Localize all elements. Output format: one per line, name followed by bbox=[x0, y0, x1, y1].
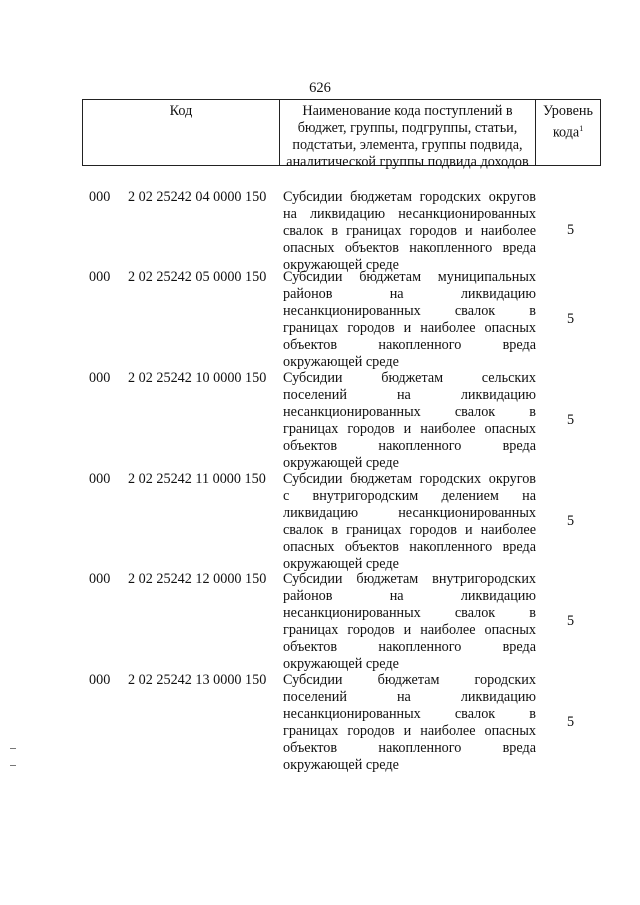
revenue-code: 2 02 25242 10 0000 150 bbox=[128, 370, 267, 386]
revenue-name-line: Субсидии бюджетам внутригородских bbox=[283, 571, 536, 587]
revenue-name-line: границах городов и наиболее опасных bbox=[283, 723, 536, 739]
admin-code: 000 bbox=[89, 269, 111, 285]
header-name-line: Наименование кода поступлений в bbox=[302, 103, 513, 119]
revenue-name-line: районов на ликвидацию bbox=[283, 286, 536, 302]
revenue-name-line: с внутригородским делением на bbox=[283, 488, 536, 504]
table-header bbox=[82, 99, 601, 170]
revenue-name bbox=[283, 370, 536, 472]
code-level: 5 bbox=[567, 513, 575, 529]
revenue-name-line: опасных объектов накопленного вреда bbox=[283, 240, 536, 256]
revenue-name-line: границах городов и наиболее опасных bbox=[283, 622, 536, 638]
admin-code: 000 bbox=[89, 571, 111, 587]
code-level: 5 bbox=[567, 613, 575, 629]
revenue-name-line: Субсидии бюджетам муниципальных bbox=[283, 269, 536, 285]
revenue-code: 2 02 25242 13 0000 150 bbox=[128, 672, 267, 688]
revenue-name-line: свалок в границах городов и наиболее bbox=[283, 522, 536, 538]
revenue-name-line: окружающей среде bbox=[283, 656, 399, 672]
admin-code: 000 bbox=[89, 189, 111, 205]
revenue-name-line: несанкционированных свалок в bbox=[283, 404, 536, 420]
revenue-name bbox=[283, 189, 536, 274]
revenue-name-line: объектов накопленного вреда bbox=[283, 639, 536, 655]
revenue-name-line: несанкционированных свалок в bbox=[283, 706, 536, 722]
revenue-name-line: Субсидии бюджетам городских округов bbox=[283, 189, 536, 205]
margin-mark bbox=[10, 748, 16, 749]
revenue-name-line: Субсидии бюджетам городских округов bbox=[283, 471, 536, 487]
header-name-line: подстатьи, элемента, группы подвида, bbox=[292, 137, 523, 153]
revenue-name-line: на ликвидацию несанкционированных bbox=[283, 206, 536, 222]
revenue-name-line: границах городов и наиболее опасных bbox=[283, 320, 536, 336]
admin-code: 000 bbox=[89, 471, 111, 487]
revenue-name-line: окружающей среде bbox=[283, 757, 399, 773]
header-name bbox=[280, 100, 536, 170]
revenue-name-line: Субсидии бюджетам городских bbox=[283, 672, 536, 688]
header-level-line: Уровень bbox=[543, 103, 593, 119]
revenue-name-line: районов на ликвидацию bbox=[283, 588, 536, 604]
revenue-name-line: окружающей среде bbox=[283, 257, 399, 273]
margin-mark bbox=[10, 765, 16, 766]
admin-code: 000 bbox=[89, 370, 111, 386]
code-level: 5 bbox=[567, 222, 575, 238]
revenue-name-line: окружающей среде bbox=[283, 354, 399, 370]
revenue-name-line: несанкционированных свалок в bbox=[283, 303, 536, 319]
revenue-name-line: окружающей среде bbox=[283, 556, 399, 572]
revenue-name-line: Субсидии бюджетам сельских bbox=[283, 370, 536, 386]
header-level-word: кода bbox=[552, 124, 580, 141]
revenue-name-line: ликвидацию несанкционированных bbox=[283, 505, 536, 521]
revenue-name bbox=[283, 269, 536, 371]
code-level: 5 bbox=[567, 412, 575, 428]
revenue-name-line: границах городов и наиболее опасных bbox=[283, 421, 536, 437]
admin-code: 000 bbox=[89, 672, 111, 688]
revenue-name-line: объектов накопленного вреда bbox=[283, 438, 536, 454]
revenue-name-line: опасных объектов накопленного вреда bbox=[283, 539, 536, 555]
revenue-code: 2 02 25242 05 0000 150 bbox=[128, 269, 267, 285]
header-name-line: бюджет, группы, подгруппы, статьи, bbox=[297, 120, 518, 136]
code-level: 5 bbox=[567, 714, 575, 730]
revenue-code: 2 02 25242 11 0000 150 bbox=[128, 471, 266, 487]
header-code: Код bbox=[83, 100, 280, 165]
header-name-line: аналитической группы подвида доходов bbox=[286, 154, 529, 170]
revenue-name-line: объектов накопленного вреда bbox=[283, 337, 536, 353]
revenue-name-line: свалок в границах городов и наиболее bbox=[283, 223, 536, 239]
revenue-name-line: несанкционированных свалок в bbox=[283, 605, 536, 621]
page-number: 626 bbox=[309, 80, 331, 96]
header-level-line bbox=[536, 120, 600, 142]
revenue-code: 2 02 25242 04 0000 150 bbox=[128, 189, 267, 205]
revenue-name-line: объектов накопленного вреда bbox=[283, 740, 536, 756]
footnote-marker: 1 bbox=[579, 124, 584, 133]
revenue-code: 2 02 25242 12 0000 150 bbox=[128, 571, 267, 587]
revenue-name bbox=[283, 672, 536, 774]
revenue-name bbox=[283, 571, 536, 673]
revenue-name bbox=[283, 471, 536, 573]
header-level bbox=[536, 100, 600, 165]
revenue-name-line: поселений на ликвидацию bbox=[283, 387, 536, 403]
revenue-name-line: поселений на ликвидацию bbox=[283, 689, 536, 705]
code-level: 5 bbox=[567, 311, 575, 327]
revenue-name-line: окружающей среде bbox=[283, 455, 399, 471]
